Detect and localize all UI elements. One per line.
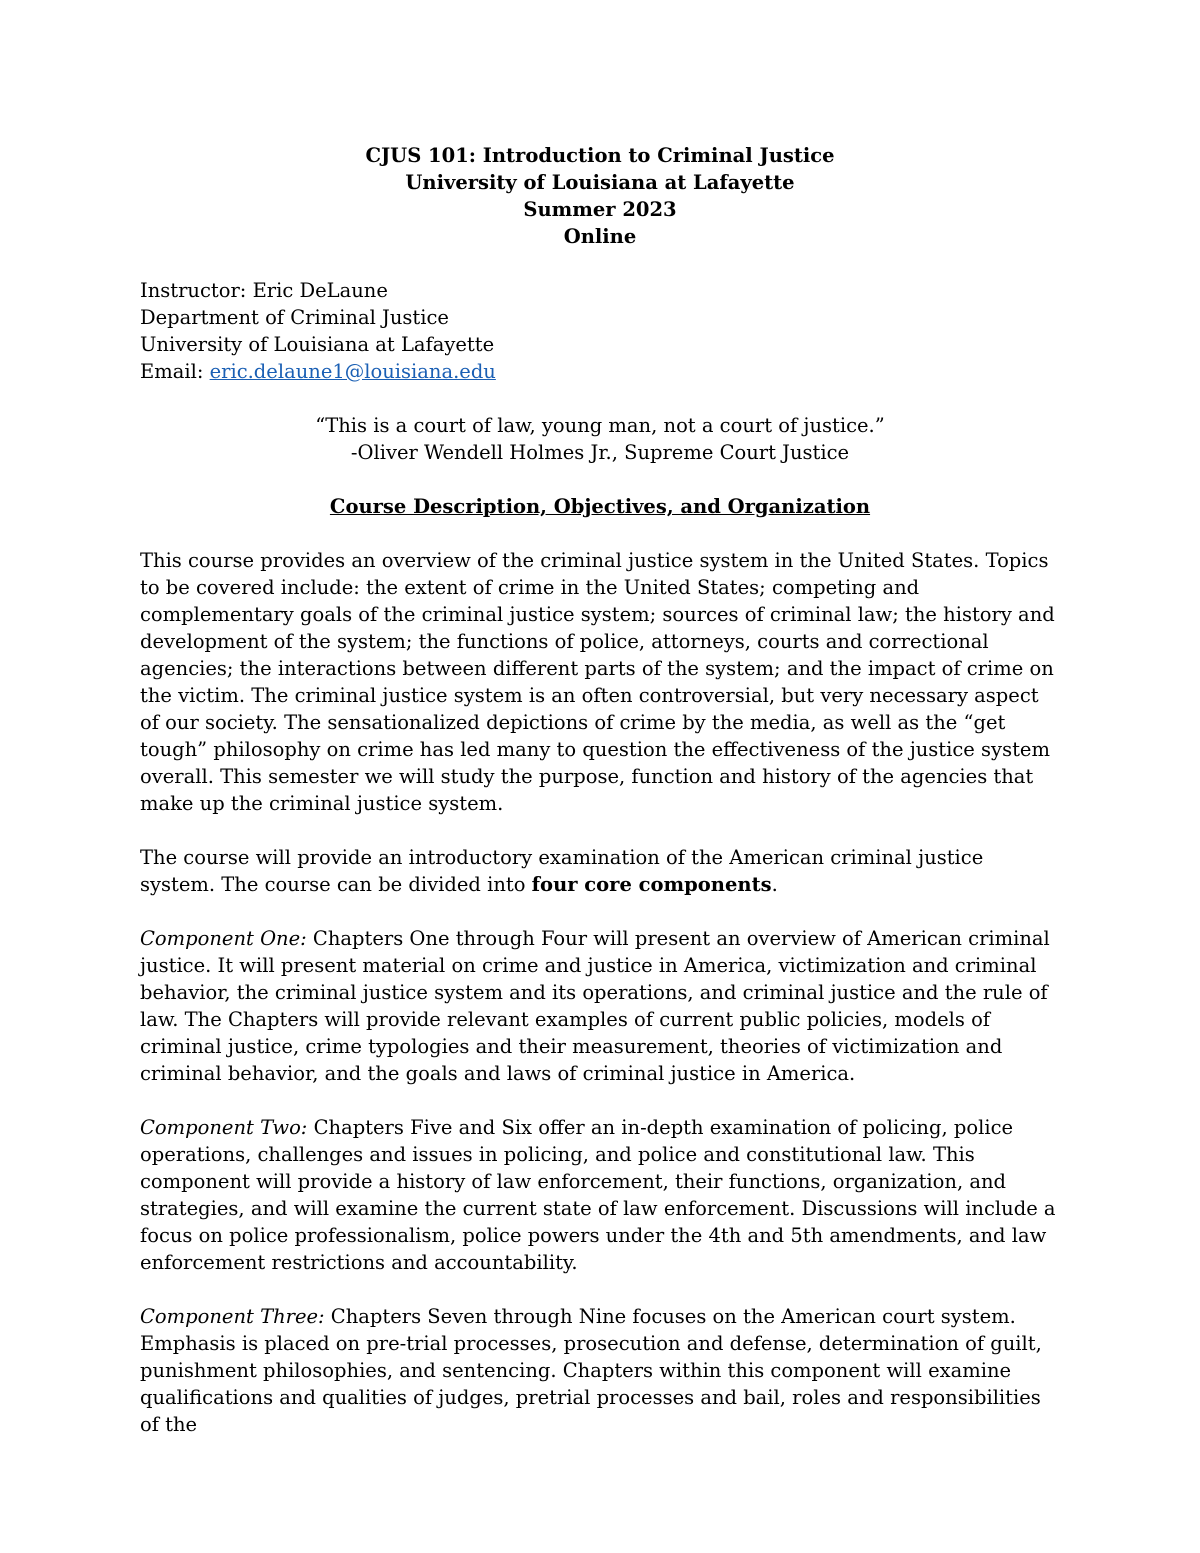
course-mode: Online [563, 225, 637, 248]
intro-text: The course will provide an introductory examination of the American criminal justice system. The course can be divided into [140, 846, 984, 896]
component-two-label: Component Two: [140, 1116, 308, 1139]
section-heading: Course Description, Objectives, and Organization [329, 495, 871, 518]
component-two-text: Chapters Five and Six offer an in-depth examination of policing, police operations, challenges and issues in policing, and police and constitutional law. This component will provide a history of law enforcement, their functions, organization, and strategies, and will examine the current state of law enforcement. Discussions will include a focus on police professionalism, police powers under the 4th and 5th amendments, and law enforcement restrictions and accountability. [140, 1116, 1056, 1274]
epigraph-quote [140, 412, 1060, 466]
email-link[interactable]: eric.delaune1@louisiana.edu [209, 360, 496, 383]
component-one-paragraph [140, 925, 1060, 1087]
course-header [140, 142, 1060, 250]
component-three-paragraph [140, 1303, 1060, 1438]
component-two-paragraph [140, 1114, 1060, 1276]
instructor-contact [140, 277, 1060, 385]
department-name: Department of Criminal Justice [140, 306, 449, 329]
intro-period: . [771, 873, 778, 896]
component-one-text: Chapters One through Four will present an overview of American criminal justice. It will present material on crime and justice in America, victimization and criminal behavior, the criminal justice system and its operations, and criminal justice and the rule of law. The Chapters will provide relevant examples of current public policies, models of criminal justice, crime typologies and their measurement, theories of victimization and criminal behavior, and the goals and laws of criminal justice in America. [140, 927, 1050, 1085]
email-line [140, 358, 1060, 385]
quote-text: “This is a court of law, young man, not a court of justice.” [315, 414, 885, 437]
course-title: CJUS 101: Introduction to Criminal Justice [365, 144, 835, 167]
core-components-emphasis: four core components [531, 873, 772, 896]
university-name: University of Louisiana at Lafayette [405, 171, 795, 194]
component-three-text: Chapters Seven through Nine focuses on the American court system. Emphasis is placed on pre-trial processes, prosecution and defense, determination of guilt, punishment philosophies, and sentencing. Chapters within this component will examine qualifications and qualities of judges, pretrial processes and bail, roles and responsibilities of the [140, 1305, 1042, 1436]
instructor-name: Instructor: Eric DeLaune [140, 279, 388, 302]
component-one-label: Component One: [140, 927, 307, 950]
course-overview-paragraph: This course provides an overview of the criminal justice system in the United States. Topics to be covered include: the extent of crime in the United States; competing and complementary goals of the criminal justice system; sources of criminal law; the history and development of the system; the functions of police, attorneys, courts and correctional agencies; the interactions between different parts of the system; and the impact of crime on the victim. The criminal justice system is an often controversial, but very necessary aspect of our society. The sensationalized depictions of crime by the media, as well as the “get tough” philosophy on crime has led many to question the effectiveness of the justice system overall. This semester we will study the purpose, function and history of the agencies that make up the criminal justice system. [140, 549, 1055, 815]
quote-attribution: -Oliver Wendell Holmes Jr., Supreme Court Justice [350, 441, 850, 464]
core-components-intro [140, 844, 1060, 898]
syllabus-page [140, 142, 1060, 1438]
contact-university: University of Louisiana at Lafayette [140, 333, 495, 356]
course-term: Summer 2023 [523, 198, 677, 221]
email-label: Email: [140, 360, 210, 383]
component-three-label: Component Three: [140, 1305, 325, 1328]
